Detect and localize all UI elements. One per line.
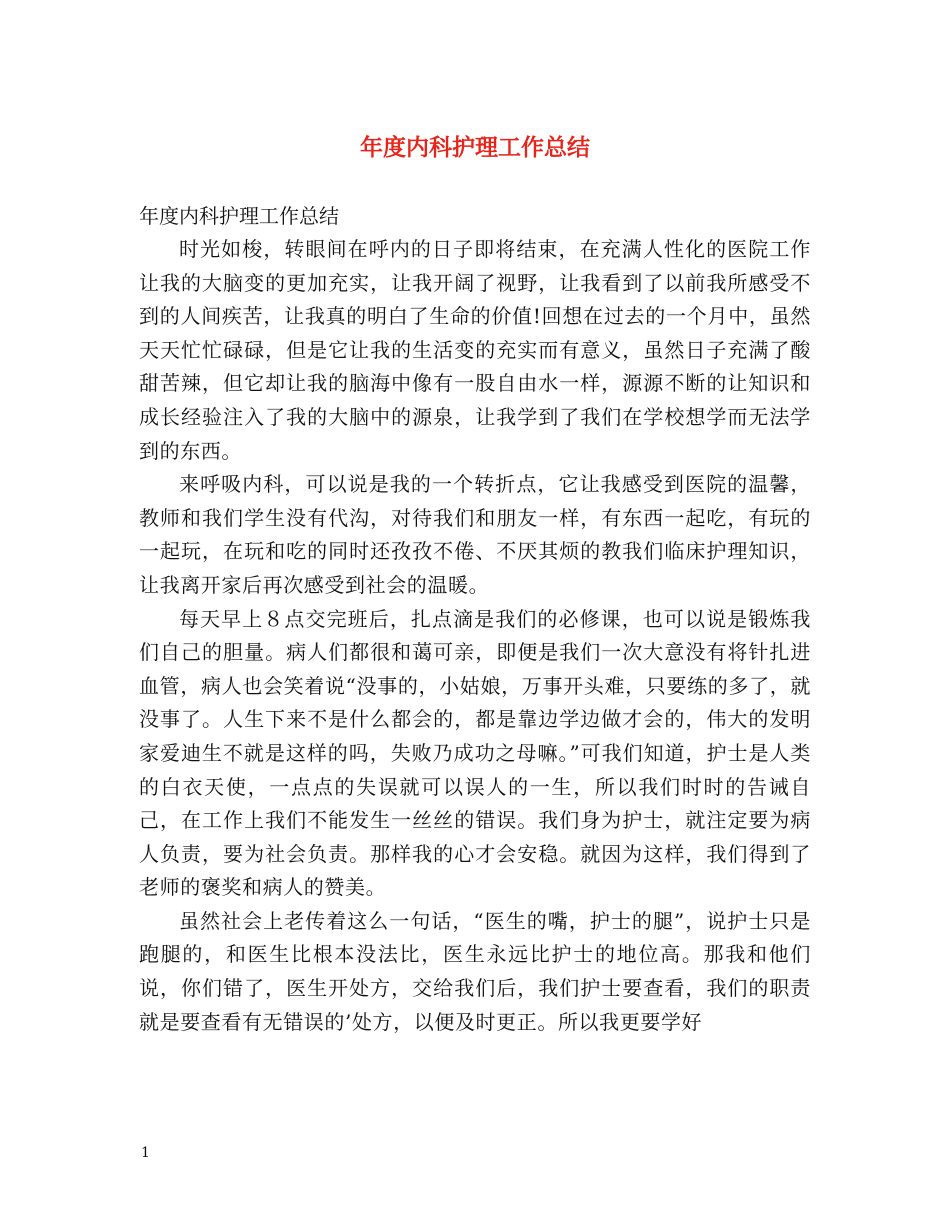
document-body: [139, 200, 811, 1039]
paragraph-1: 时光如梭，转眼间在呼内的日子即将结束，在充满人性化的医院工作让我的大脑变的更加充实，让我开阔了视野，让我看到了以前我所感受不到的人间疾苦，让我真的明白了生命的价值!回想在过去的一个月中，虽然天天忙忙碌碌，但是它让我的生活变的充实而有意义，虽然日子充满了酸甜苦辣，但它却让我的脑海中像有一股自由水一样，源源不断的让知识和成长经验注入了我的大脑中的源泉，让我学到了我们在学校想学而无法学到的东西。: [139, 237, 811, 463]
paragraph-3: 每天早上８点交完班后，扎点滴是我们的必修课，也可以说是锻炼我们自己的胆量。病人们都很和蔼可亲，即便是我们一次大意没有将针扎进血管，病人也会笑着说“没事的，小姑娘，万事开头难，只要练的多了，就没事了。人生下来不是什么都会的，都是靠边学边做才会的，伟大的发明家爱迪生不就是这样的吗，失败乃成功之母嘛。”可我们知道，护士是人类的白衣天使，一点点的失误就可以误人的一生，所以我们时时的告诫自己，在工作上我们不能发生一丝丝的错误。我们身为护士，就注定要为病人负责，要为社会负责。那样我的心才会安稳。就因为这样，我们得到了老师的褒奖和病人的赞美。: [139, 606, 811, 900]
paragraph-4: 虽然社会上老传着这么一句话，“医生的嘴，护士的腿”，说护士只是跑腿的，和医生比根本没法比，医生永远比护士的地位高。那我和他们说，你们错了，医生开处方，交给我们后，我们护士要查看，我们的职责就是要查看有无错误的’处方，以便及时更正。所以我更要学好: [139, 908, 811, 1034]
document-subtitle: 年度内科护理工作总结: [139, 204, 339, 228]
page-number: 1: [141, 1145, 150, 1161]
page-title: 年度内科护理工作总结: [360, 134, 590, 161]
paragraph-2: 来呼吸内科，可以说是我的一个转折点，它让我感受到医院的温馨，教师和我们学生没有代沟，对待我们和朋友一样，有东西一起吃，有玩的一起玩，在玩和吃的同时还孜孜不倦、不厌其烦的教我们临床护理知识，让我离开家后再次感受到社会的温暖。: [139, 472, 811, 597]
